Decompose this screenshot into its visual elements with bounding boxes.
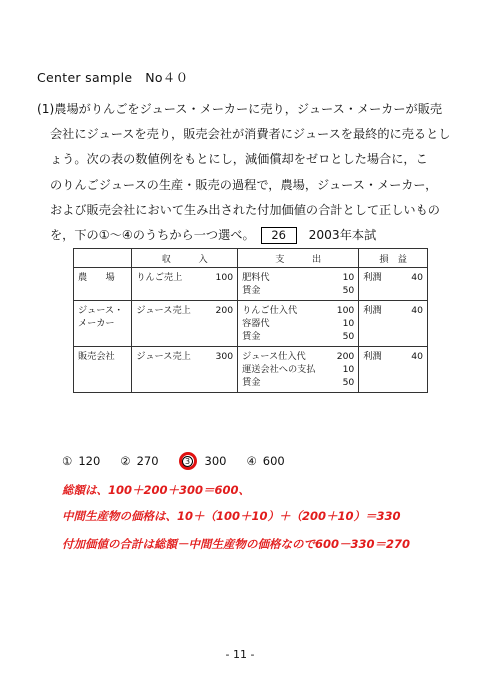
expense-label: 賃金 [242,285,261,296]
choice-4 [246,454,284,468]
section-header: Center sample No４０ [37,70,189,85]
expense-item [242,284,354,297]
header-cell-income: 収 入 [132,249,238,268]
question-line: のりんごジュースの生産・販売の過程で，農場，ジュース・メーカー， [50,177,438,192]
profit-label: 利潤 [363,305,382,316]
header-cell-expense: 支 出 [238,249,359,268]
income-label: ジュース売上 [136,351,191,362]
selected-answer-circle [179,452,197,470]
cell-expense [238,347,359,393]
expense-amount: 10 [342,272,355,283]
expense-label: 賃金 [242,377,261,388]
choice-value: 600 [262,454,285,468]
profit-amount: 40 [411,272,423,283]
expense-item [242,350,354,363]
profit-amount: 40 [411,305,423,316]
cell-profit [359,268,428,301]
income-amount: 100 [215,272,234,283]
expense-label: ジュース仕入代 [242,351,306,362]
income-amount: 300 [215,351,234,362]
answer-number-box: 26 [261,227,297,244]
choice-value: 300 [204,454,227,468]
income-item [136,350,233,363]
income-amount: 200 [215,305,234,316]
question-line: ょう。次の表の数値例をもとにし，減価償却をゼロとした場合に，こ [50,152,428,167]
choice-mark: ④ [246,454,257,468]
expense-amount: 50 [342,285,355,296]
profit-item [363,271,423,284]
expense-amount: 100 [336,305,355,316]
expense-amount: 200 [336,351,355,362]
expense-label: 容器代 [242,318,270,329]
profit-amount: 40 [411,351,423,362]
header-cell-profit: 損 益 [359,249,428,268]
choice-2 [120,454,158,468]
expense-label: 運送会社への支払 [242,364,316,375]
exam-note: 2003年本試 [308,228,377,242]
profit-label: 利潤 [363,351,382,362]
choice-1 [62,454,100,468]
question-last-line [50,226,376,244]
profit-item [363,350,423,363]
profit-item [363,304,423,317]
cell-profit [359,301,428,347]
cell-income [132,347,238,393]
question-last-line-text: を，下の①～④のうちから一つ選べ。 [50,228,255,242]
choice-3 [179,452,227,470]
expense-amount: 10 [342,318,355,329]
row-name: 販売会社 [74,347,132,393]
row-name: ジュース・ メーカー [74,301,132,347]
income-label: ジュース売上 [136,305,191,316]
expense-label: 賃金 [242,331,261,342]
choice-value: 120 [78,454,101,468]
question-line: 会社にジュースを売り，販売会社が消費者にジュースを最終的に売るとし [50,127,451,142]
cell-expense [238,301,359,347]
expense-item [242,317,354,330]
question-line: (1)農場がりんごをジュース・メーカーに売り，ジュース・メーカーが販売 [37,102,443,116]
income-item [136,304,233,317]
table-row [74,268,428,301]
table-header-row [74,249,428,268]
expense-item [242,376,354,389]
data-table [73,248,428,393]
annotation-line: 付加価値の合計は総額－中間生産物の価格なので600－330＝270 [62,537,411,551]
cell-profit [359,347,428,393]
expense-item [242,330,354,343]
cell-expense [238,268,359,301]
page-number: - 11 - [225,648,255,661]
choice-value: 270 [136,454,159,468]
expense-item [242,363,354,376]
row-name: 農 場 [74,268,132,301]
expense-amount: 50 [342,377,355,388]
choice-mark: ② [120,454,131,468]
choice-mark: 3 [182,456,193,467]
income-label: りんご売上 [136,272,183,283]
choice-mark: ① [62,454,73,468]
income-item [136,271,233,284]
answer-choices [62,452,305,470]
annotation-line: 総額は、100＋200＋300＝600、 [62,483,251,497]
expense-amount: 50 [342,331,355,342]
question-line: および販売会社において生み出された付加価値の合計として正しいもの [50,202,440,217]
expense-label: 肥料代 [242,272,270,283]
table-row [74,301,428,347]
expense-item [242,271,354,284]
profit-label: 利潤 [363,272,382,283]
cell-income [132,268,238,301]
cell-income [132,301,238,347]
table-row [74,347,428,393]
expense-amount: 10 [342,364,355,375]
expense-item [242,304,354,317]
header-cell-name [74,249,132,268]
expense-label: りんご仕入代 [242,305,298,316]
annotation-line: 中間生産物の価格は、10＋（100＋10）＋（200＋10）＝330 [62,509,401,523]
